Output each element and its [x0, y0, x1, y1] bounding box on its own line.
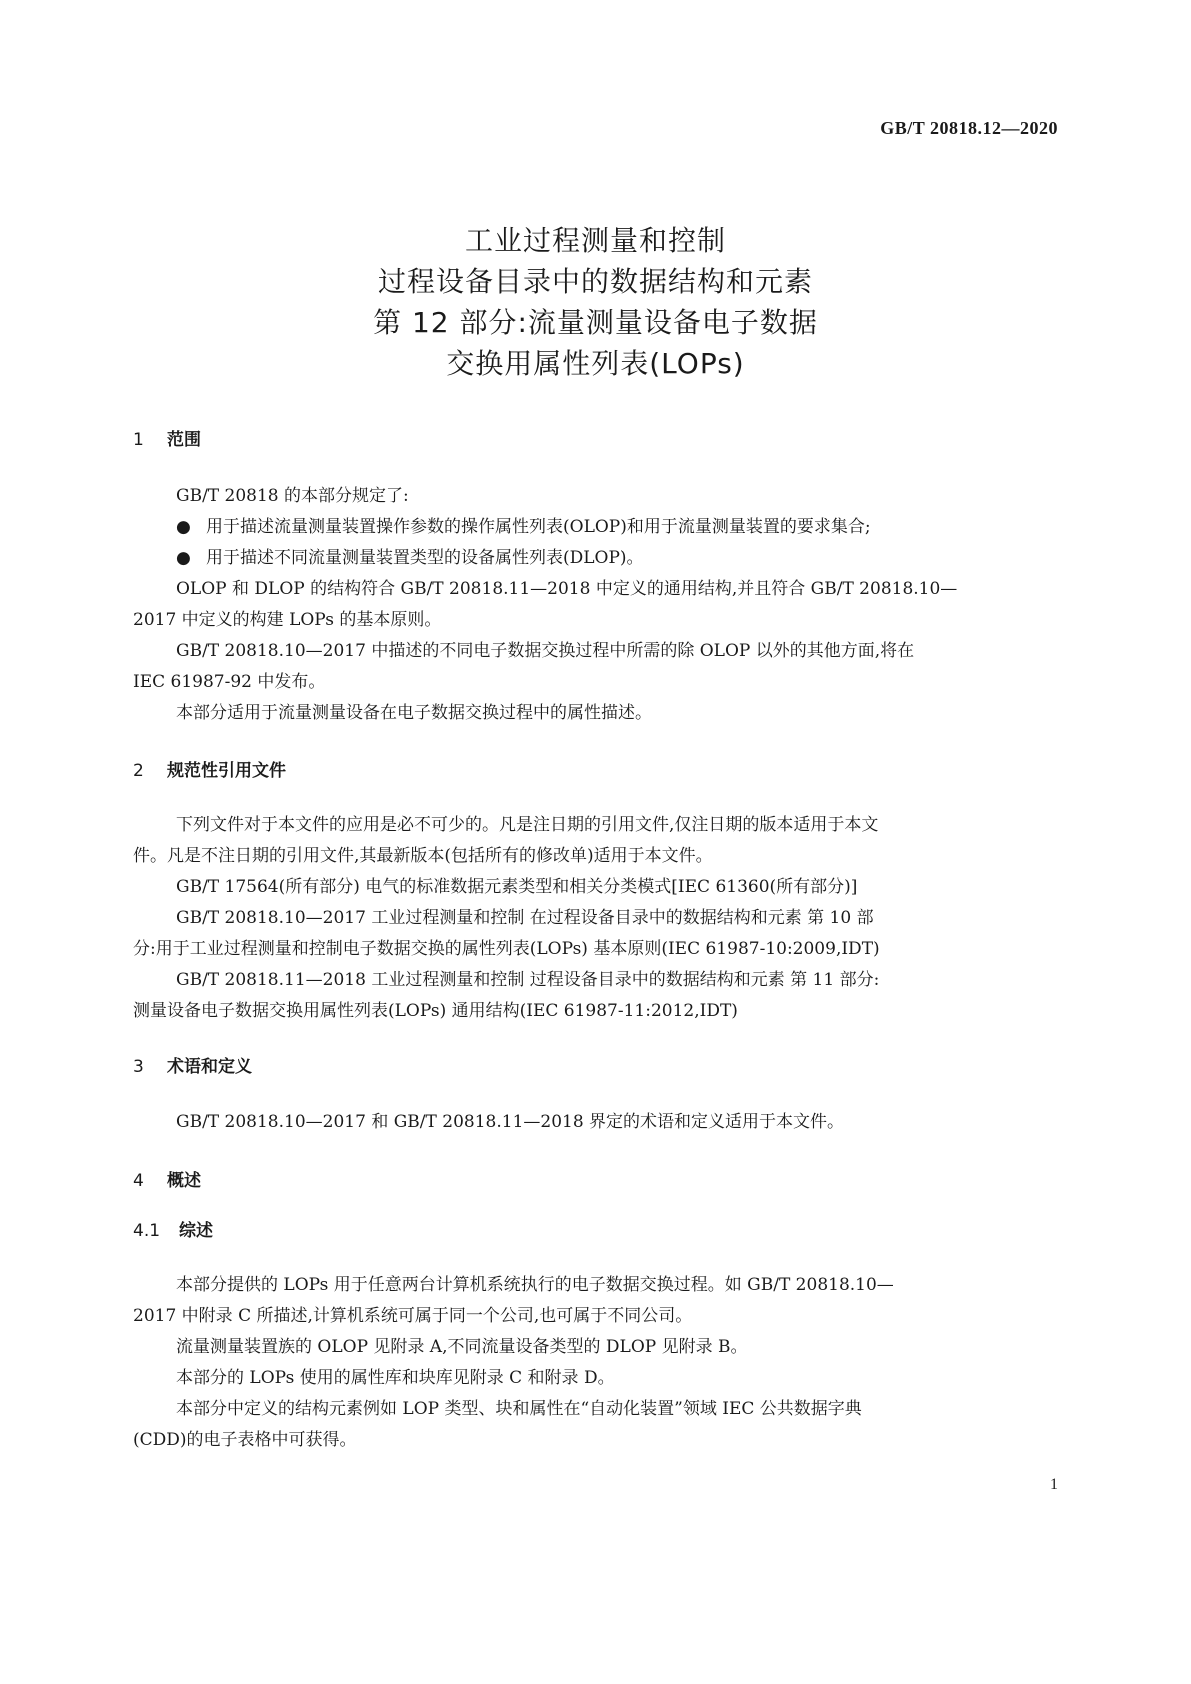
- paragraph-line: 本部分中定义的结构元素例如 LOP 类型、块和属性在“自动化装置”领域 IEC 公共数据字典: [176, 1399, 862, 1419]
- subsection-4-1-heading: [133, 1216, 213, 1241]
- paragraph-line: 件。凡是不注日期的引用文件,其最新版本(包括所有的修改单)适用于本文件。: [133, 846, 713, 866]
- section-title: 范围: [167, 430, 201, 450]
- paragraph: 本部分适用于流量测量设备在电子数据交换过程中的属性描述。: [176, 703, 652, 723]
- paragraph-line: IEC 61987-92 中发布。: [133, 672, 326, 692]
- section-title: 术语和定义: [167, 1057, 252, 1077]
- paragraph-line: 2017 中定义的构建 LOPs 的基本原则。: [133, 610, 442, 630]
- paragraph: 流量测量装置族的 OLOP 见附录 A,不同流量设备类型的 DLOP 见附录 B。: [176, 1337, 748, 1357]
- title-line: 第 12 部分:流量测量设备电子数据: [373, 306, 818, 339]
- paragraph-line: 2017 中附录 C 所描述,计算机系统可属于同一个公司,也可属于不同公司。: [133, 1306, 693, 1326]
- section-1-heading: [133, 425, 201, 450]
- section-title: 概述: [167, 1171, 201, 1191]
- paragraph-line: GB/T 20818.10—2017 中描述的不同电子数据交换过程中所需的除 OLOP 以外的其他方面,将在: [176, 641, 915, 661]
- section-number: 1: [133, 430, 144, 450]
- document-title: [0, 220, 1191, 384]
- section-number: 4.1: [133, 1221, 161, 1241]
- list-item: [176, 512, 871, 537]
- paragraph-line: 本部分提供的 LOPs 用于任意两台计算机系统执行的电子数据交换过程。如 GB/T 20818.10—: [176, 1275, 894, 1295]
- section-title: 规范性引用文件: [167, 761, 286, 781]
- bullet-icon: ●: [176, 517, 191, 537]
- paragraph-line: OLOP 和 DLOP 的结构符合 GB/T 20818.11—2018 中定义的通用结构,并且符合 GB/T 20818.10—: [176, 579, 958, 599]
- page-number: 1: [1050, 1476, 1058, 1493]
- section-number: 2: [133, 761, 144, 781]
- list-item-text: 用于描述流量测量装置操作参数的操作属性列表(OLOP)和用于流量测量装置的要求集合;: [206, 517, 871, 537]
- section-number: 3: [133, 1057, 144, 1077]
- list-item-text: 用于描述不同流量测量装置类型的设备属性列表(DLOP)。: [206, 548, 644, 568]
- paragraph: GB/T 20818.10—2017 和 GB/T 20818.11—2018 界定的术语和定义适用于本文件。: [176, 1112, 845, 1132]
- standard-code: GB/T 20818.12—2020: [880, 118, 1058, 138]
- section-2-heading: [133, 756, 286, 781]
- list-item: [176, 543, 644, 568]
- section-title: 综述: [179, 1221, 213, 1241]
- title-line: 工业过程测量和控制: [464, 224, 726, 257]
- paragraph-line: (CDD)的电子表格中可获得。: [133, 1430, 357, 1450]
- paragraph: 本部分的 LOPs 使用的属性库和块库见附录 C 和附录 D。: [176, 1368, 615, 1388]
- reference-item: GB/T 20818.10—2017 工业过程测量和控制 在过程设备目录中的数据结构和元素 第 10 部: [176, 908, 874, 928]
- section-number: 4: [133, 1171, 144, 1191]
- paragraph: GB/T 20818 的本部分规定了:: [176, 486, 409, 506]
- reference-item: 分:用于工业过程测量和控制电子数据交换的属性列表(LOPs) 基本原则(IEC 61987-10:2009,IDT): [133, 939, 880, 959]
- title-line: 交换用属性列表(LOPs): [446, 347, 745, 380]
- reference-item: GB/T 20818.11—2018 工业过程测量和控制 过程设备目录中的数据结构和元素 第 11 部分:: [176, 970, 880, 990]
- reference-item: GB/T 17564(所有部分) 电气的标准数据元素类型和相关分类模式[IEC 61360(所有部分)]: [176, 877, 858, 897]
- title-line: 过程设备目录中的数据结构和元素: [377, 265, 813, 298]
- bullet-icon: ●: [176, 548, 191, 568]
- section-4-heading: [133, 1166, 201, 1191]
- paragraph-line: 下列文件对于本文件的应用是必不可少的。凡是注日期的引用文件,仅注日期的版本适用于本文: [176, 815, 879, 835]
- section-3-heading: [133, 1052, 252, 1077]
- reference-item: 测量设备电子数据交换用属性列表(LOPs) 通用结构(IEC 61987-11:2012,IDT): [133, 1001, 738, 1021]
